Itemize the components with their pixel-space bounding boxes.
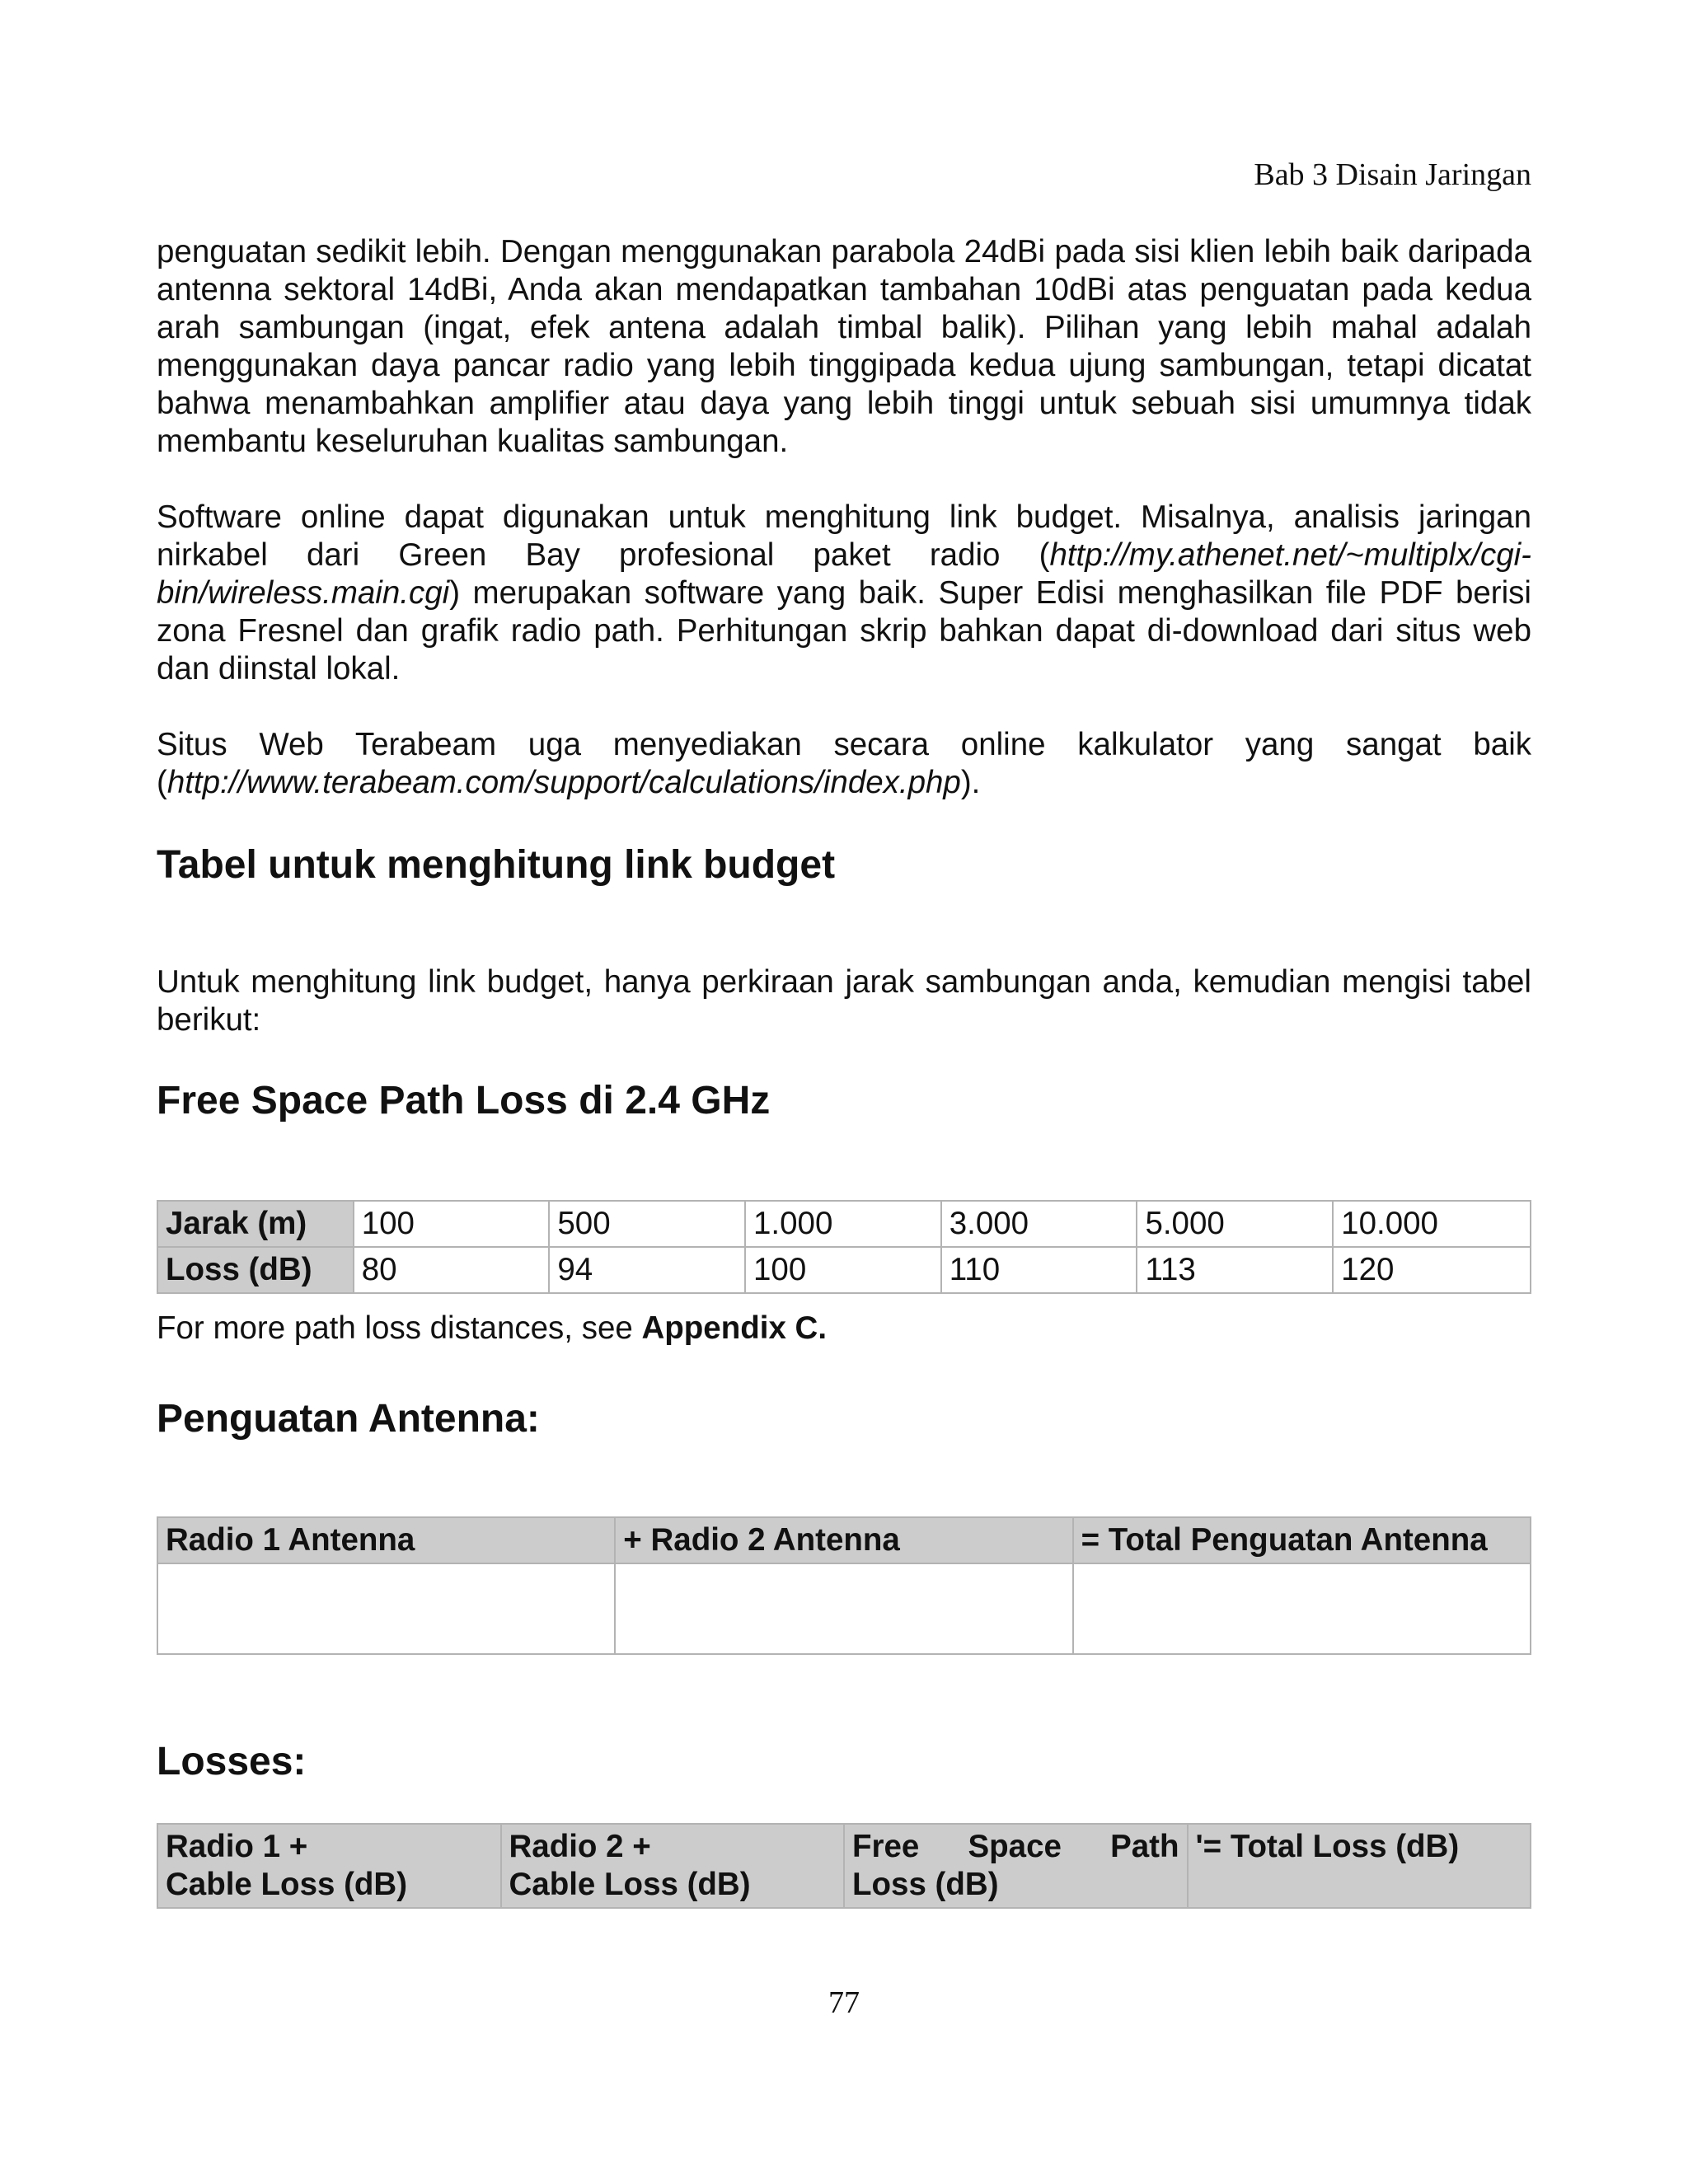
table-cell: 80 <box>354 1247 550 1293</box>
table-cell: 100 <box>354 1201 550 1247</box>
empty-input-cell[interactable] <box>1073 1563 1531 1654</box>
appendix-reference: Appendix C. <box>641 1310 828 1346</box>
row-label-loss: Loss (dB) <box>157 1247 354 1293</box>
table-row <box>157 1201 1531 1247</box>
header-line: Radio 2 + <box>509 1829 651 1864</box>
losses-table <box>157 1823 1531 1909</box>
row-label-distance: Jarak (m) <box>157 1201 354 1247</box>
paragraph-online-software <box>157 499 1531 688</box>
column-header-free-space <box>844 1824 1188 1908</box>
table-row <box>157 1247 1531 1293</box>
paragraph-text: ). <box>960 765 981 800</box>
heading-free-space-path-loss: Free Space Path Loss di 2.4 GHz <box>157 1079 771 1122</box>
empty-input-cell[interactable] <box>615 1563 1072 1654</box>
table-cell: 3.000 <box>941 1201 1137 1247</box>
antenna-gain-table <box>157 1516 1531 1655</box>
table-cell: 100 <box>745 1247 941 1293</box>
table-header-row <box>157 1824 1531 1908</box>
paragraph-text: Situs Web Terabeam uga menyediakan secara online kalkulator yang sangat baik ( <box>157 727 1531 800</box>
table-cell: 10.000 <box>1333 1201 1531 1247</box>
column-header: = Total Penguatan Antenna <box>1073 1517 1531 1563</box>
header-line: Cable Loss (dB) <box>166 1867 408 1902</box>
heading-losses: Losses: <box>157 1740 307 1783</box>
path-loss-note <box>157 1310 827 1347</box>
paragraph-antenna-gain: penguatan sedikit lebih. Dengan menggunakan parabola 24dBi pada sisi klien lebih baik daripada antenna sektoral 14dBi, Anda akan mendapatkan tambahan 10dBi atas penguatan pada kedua arah sambungan (ingat, efek antena adalah timbal balik). Pilihan yang lebih mahal adalah menggunakan daya pancar radio yang lebih tinggipada kedua ujung sambungan, tetapi dicatat bahwa menambahkan amplifier atau daya yang lebih tinggi untuk sebuah sisi umumnya tidak membantu keseluruhan kualitas sambungan. <box>157 234 1531 459</box>
page-number: 77 <box>828 1985 860 2020</box>
fspl-table <box>157 1200 1531 1294</box>
paragraph-terabeam <box>157 726 1531 802</box>
table-cell: 113 <box>1137 1247 1333 1293</box>
header-line: Radio 1 + <box>166 1829 308 1864</box>
table-cell: 5.000 <box>1137 1201 1333 1247</box>
note-text: For more path loss distances, see <box>157 1310 642 1346</box>
table-header-row <box>157 1517 1531 1563</box>
table-row-empty <box>157 1563 1531 1654</box>
table-cell: 94 <box>549 1247 745 1293</box>
header-line: Free Space Path <box>852 1829 1179 1864</box>
table-cell: 500 <box>549 1201 745 1247</box>
column-header: + Radio 2 Antenna <box>615 1517 1072 1563</box>
table-cell: 110 <box>941 1247 1137 1293</box>
paragraph-instructions: Untuk menghitung link budget, hanya perkiraan jarak sambungan anda, kemudian mengisi tabel berikut: <box>157 964 1531 1038</box>
table-cell: 1.000 <box>745 1201 941 1247</box>
empty-input-cell[interactable] <box>157 1563 615 1654</box>
column-header: Radio 1 Antenna <box>157 1517 615 1563</box>
athenet-link[interactable]: http://my.athenet.net/~multiplx/cgi-bin/wireless.main.cgi <box>157 537 1531 611</box>
heading-link-budget-table: Tabel untuk menghitung link budget <box>157 843 836 887</box>
paragraph-text: Software online dapat digunakan untuk menghitung link budget. Misalnya, analisis jaringan nirkabel dari Green Bay profesional paket radio ( <box>157 499 1531 573</box>
paragraph-text: ) merupakan software yang baik. Super Edisi menghasilkan file PDF berisi zona Fresnel dan grafik radio path. Perhitungan skrip bahkan dapat di-download dari situs web dan diinstal lokal. <box>157 575 1531 687</box>
heading-antenna-gain: Penguatan Antenna: <box>157 1397 540 1441</box>
table-cell: 120 <box>1333 1247 1531 1293</box>
column-header-radio1-cable <box>157 1824 501 1908</box>
header-line: Cable Loss (dB) <box>509 1867 751 1902</box>
column-header-radio2-cable <box>501 1824 845 1908</box>
running-header: Bab 3 Disain Jaringan <box>1254 157 1531 192</box>
terabeam-link[interactable]: http://www.terabeam.com/support/calculations/index.php <box>166 765 961 800</box>
header-line: Loss (dB) <box>852 1867 999 1902</box>
column-header-total-loss: '= Total Loss (dB) <box>1188 1824 1531 1908</box>
